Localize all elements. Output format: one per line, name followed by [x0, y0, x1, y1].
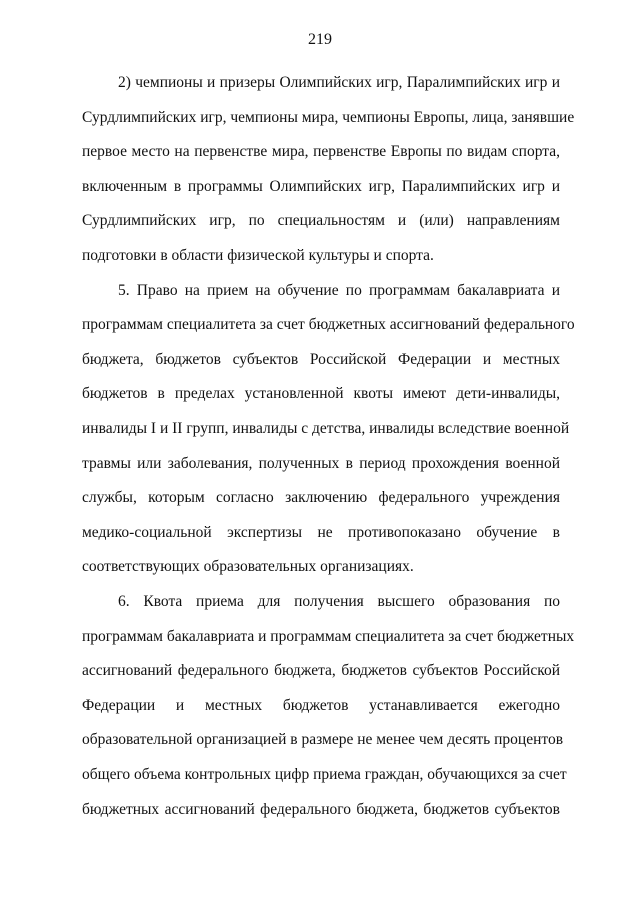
paragraph-2-line-5: инвалиды I и II групп, инвалиды с детства, инвалиды вследствие военной: [82, 420, 570, 437]
paragraph-2-line-4: бюджетов в пределах установленной квоты имеют дети-инвалиды,: [82, 385, 560, 402]
paragraph-2-line-6: травмы или заболевания, полученных в период прохождения военной: [82, 455, 560, 472]
paragraph-2-line-2: программам специалитета за счет бюджетных ассигнований федерального: [82, 316, 575, 333]
paragraph-3-line-7: бюджетных ассигнований федерального бюджета, бюджетов субъектов: [82, 801, 560, 818]
paragraph-1-line-6: подготовки в области физической культуры и спорта.: [82, 247, 434, 264]
paragraph-2-line-7: службы, которым согласно заключению федерального учреждения: [82, 489, 560, 506]
paragraph-2-line-9: соответствующих образовательных организациях.: [82, 558, 414, 575]
paragraph-3-line-3: ассигнований федерального бюджета, бюджетов субъектов Российской: [82, 662, 560, 679]
paragraph-3-line-4: Федерации и местных бюджетов устанавливается ежегодно: [82, 697, 560, 714]
page-number: 219: [308, 31, 332, 48]
paragraph-2-line-1: 5. Право на прием на обучение по программам бакалавриата и: [118, 282, 560, 299]
paragraph-1-line-3: первое место на первенстве мира, первенстве Европы по видам спорта,: [82, 143, 560, 160]
paragraph-3-line-1: 6. Квота приема для получения высшего образования по: [118, 593, 560, 610]
paragraph-1-line-4: включенным в программы Олимпийских игр, Паралимпийских игр и: [82, 178, 560, 195]
paragraph-2-line-8: медико-социальной экспертизы не противопоказано обучение в: [82, 524, 560, 541]
paragraph-2-line-3: бюджета, бюджетов субъектов Российской Федерации и местных: [82, 351, 560, 368]
paragraph-1-line-1: 2) чемпионы и призеры Олимпийских игр, Паралимпийских игр и: [118, 74, 560, 91]
paragraph-1-line-2: Сурдлимпийских игр, чемпионы мира, чемпионы Европы, лица, занявшие: [82, 109, 575, 126]
paragraph-3-line-5: образовательной организацией в размере не менее чем десять процентов: [82, 731, 564, 748]
paragraph-1-line-5: Сурдлимпийских игр, по специальностям и (или) направлениям: [82, 212, 560, 229]
paragraph-3-line-6: общего объема контрольных цифр приема граждан, обучающихся за счет: [82, 766, 567, 783]
paragraph-3-line-2: программам бакалавриата и программам специалитета за счет бюджетных: [82, 628, 575, 645]
